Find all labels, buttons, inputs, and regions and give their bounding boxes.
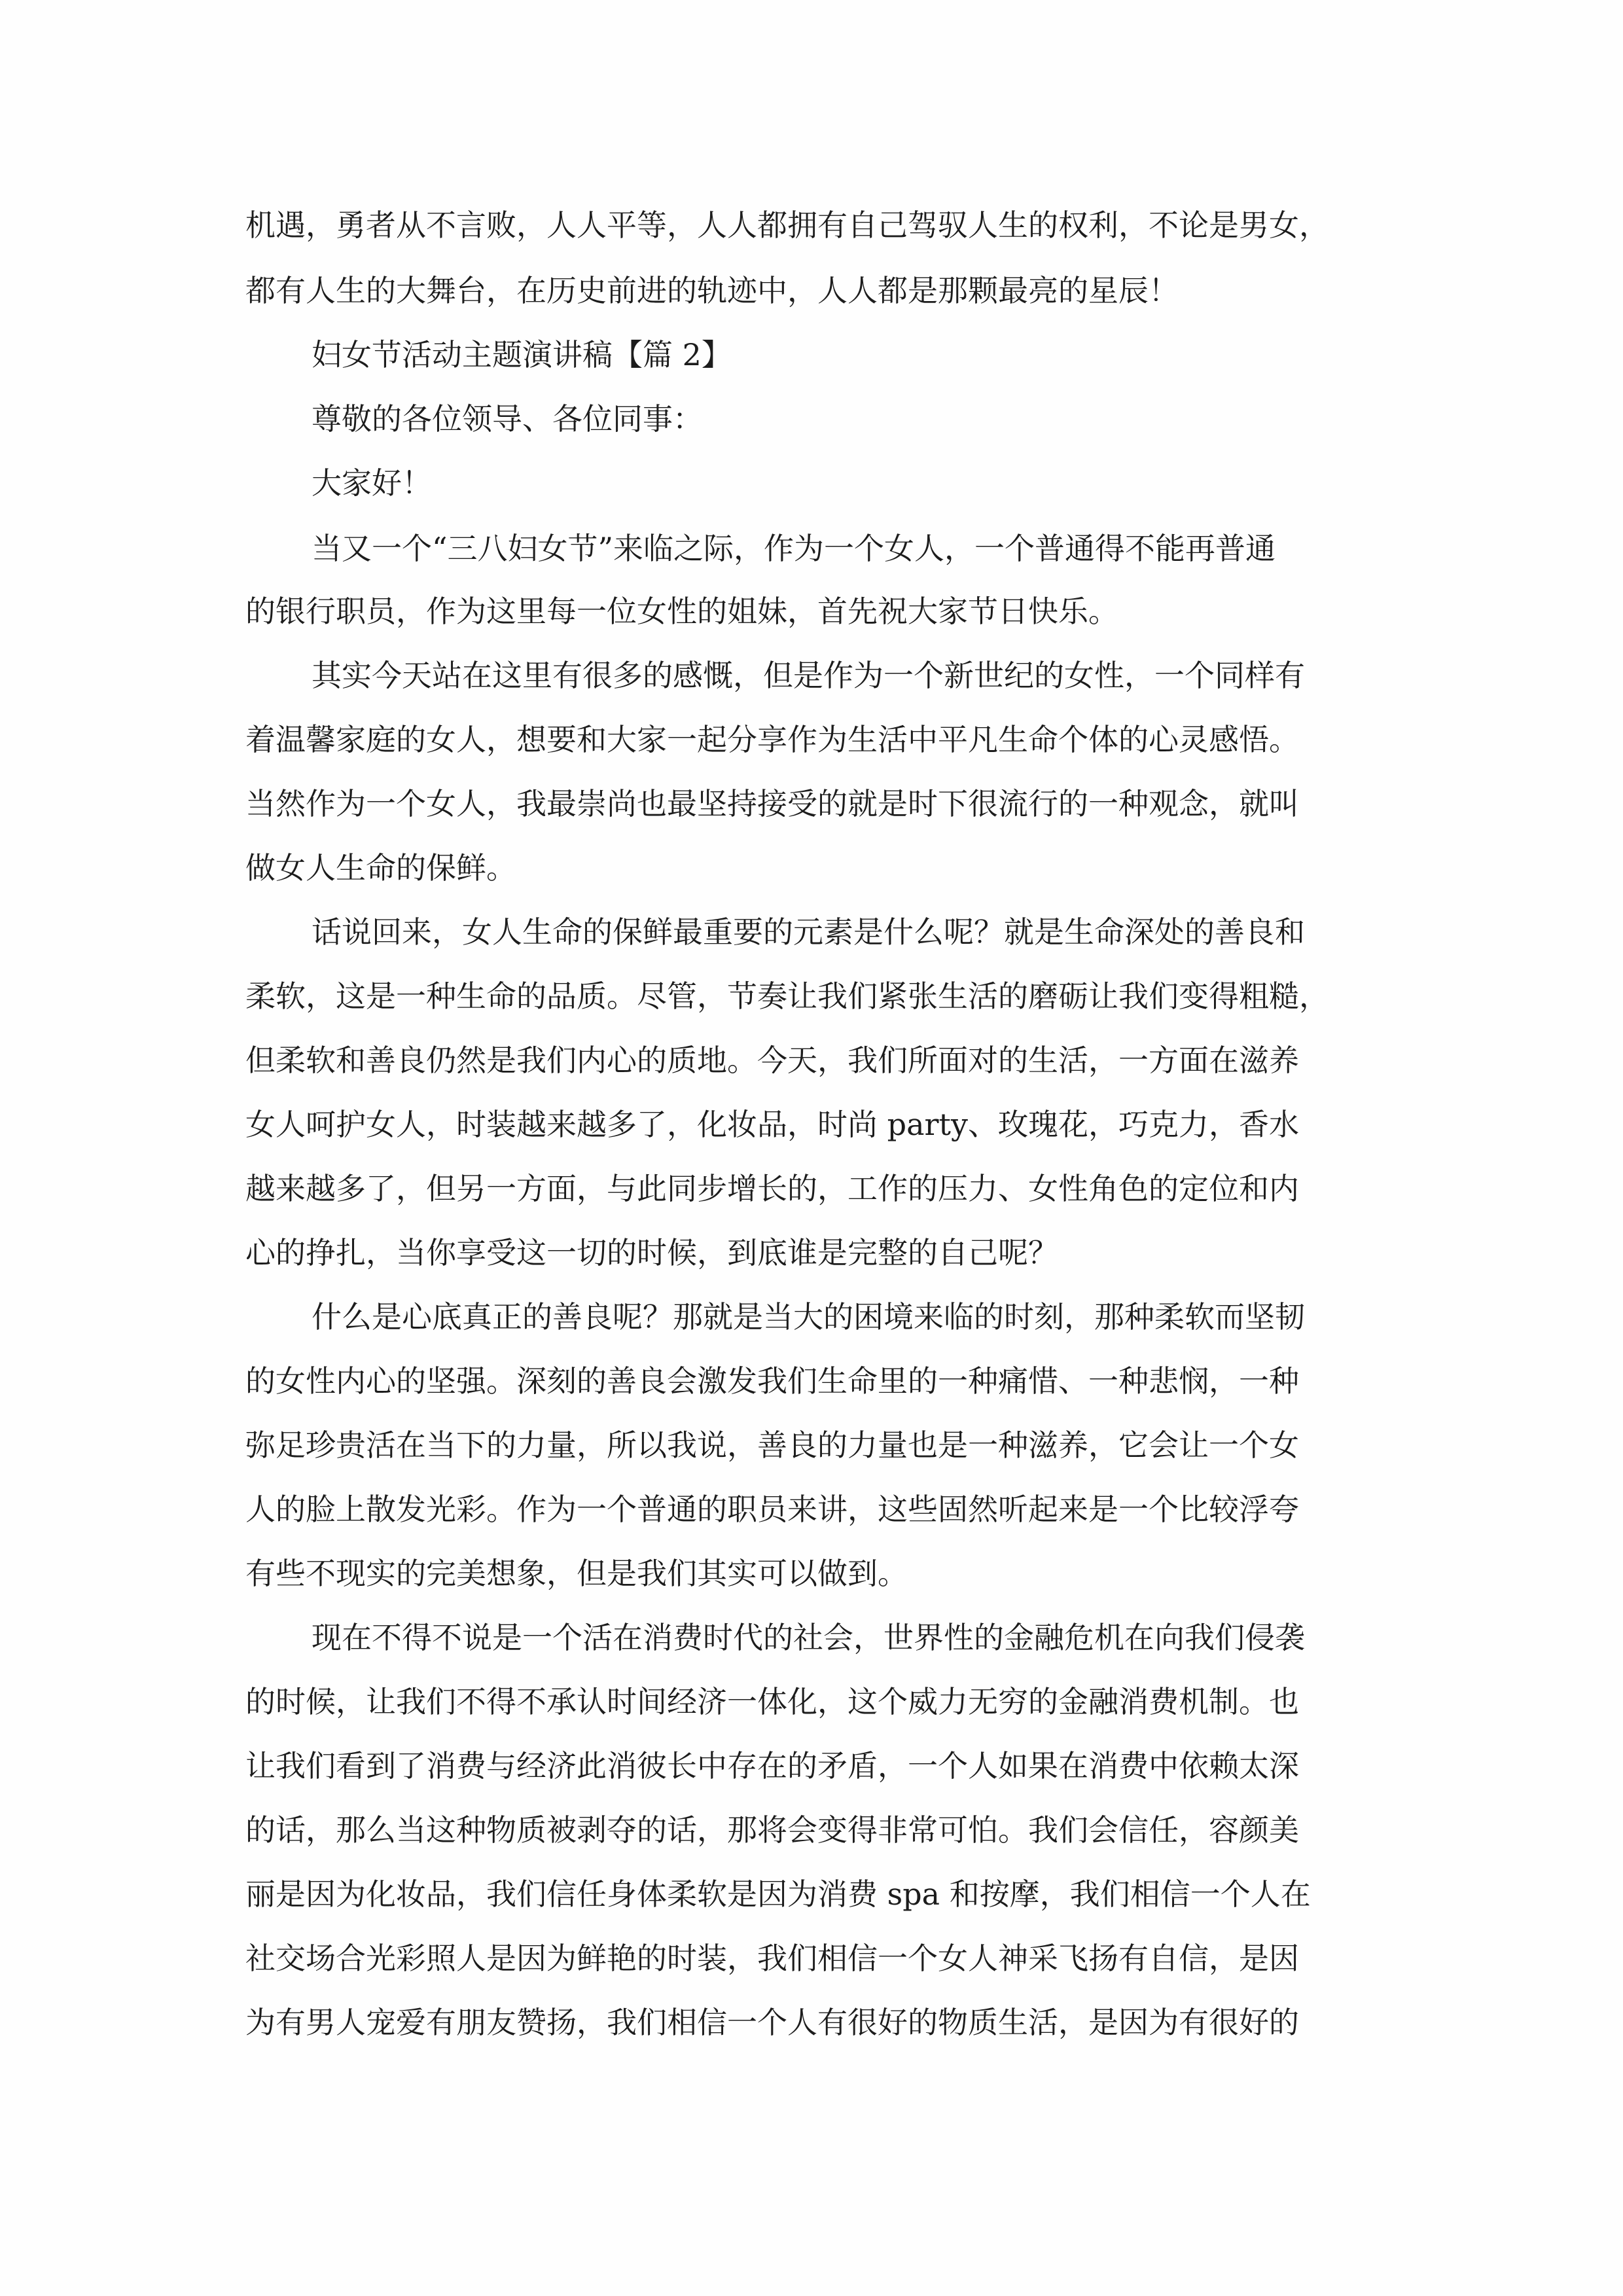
text-line: 当然作为一个女人，我最崇尚也最坚持接受的就是时下很流行的一种观念，就叫 — [245, 786, 1299, 821]
text-line: 心的挣扎，当你享受这一切的时候，到底谁是完整的自己呢？ — [245, 1235, 1058, 1270]
section-title: 妇女节活动主题演讲稿【篇 2】 — [312, 337, 732, 372]
text-line: 话说回来，女人生命的保鲜最重要的元素是什么呢？就是生命深处的善良和 — [312, 914, 1305, 950]
text-line: 人的脸上散发光彩。作为一个普通的职员来讲，这些固然听起来是一个比较浮夸 — [245, 1492, 1299, 1527]
text-line: 其实今天站在这里有很多的感慨，但是作为一个新世纪的女性，一个同样有 — [312, 658, 1305, 693]
text-line: 越来越多了，但另一方面，与此同步增长的，工作的压力、女性角色的定位和内 — [245, 1171, 1299, 1206]
text-line: 着温馨家庭的女人，想要和大家一起分享作为生活中平凡生命个体的心灵感悟。 — [245, 722, 1299, 757]
text-line: 为有男人宠爱有朋友赞扬，我们相信一个人有很好的物质生活，是因为有很好的 — [245, 2005, 1299, 2040]
text-line: 的话，那么当这种物质被剥夺的话，那将会变得非常可怕。我们会信任，容颜美 — [245, 1812, 1299, 1848]
text-line: 做女人生命的保鲜。 — [245, 850, 516, 886]
text-line: 现在不得不说是一个活在消费时代的社会，世界性的金融危机在向我们侵袭 — [312, 1620, 1305, 1655]
text-line: 丽是因为化妆品，我们信任身体柔软是因为消费 spa 和按摩，我们相信一个人在 — [245, 1876, 1311, 1912]
salutation: 尊敬的各位领导、各位同事： — [312, 401, 703, 437]
text-line: 社交场合光彩照人是因为鲜艳的时装，我们相信一个女人神采飞扬有自信，是因 — [245, 1941, 1299, 1976]
text-line: 的女性内心的坚强。深刻的善良会激发我们生命里的一种痛惜、一种悲悯，一种 — [245, 1363, 1299, 1399]
text-line: 让我们看到了消费与经济此消彼长中存在的矛盾，一个人如果在消费中依赖太深 — [245, 1748, 1299, 1784]
text-line: 的时候，让我们不得不承认时间经济一体化，这个威力无穷的金融消费机制。也 — [245, 1684, 1299, 1719]
text-line: 当又一个“三八妇女节”来临之际，作为一个女人，一个普通得不能再普通 — [312, 531, 1276, 566]
text-line: 有些不现实的完美想象，但是我们其实可以做到。 — [245, 1556, 908, 1591]
text-line: 的银行职员，作为这里每一位女性的姐妹，首先祝大家节日快乐。 — [245, 594, 1118, 629]
text-line: 但柔软和善良仍然是我们内心的质地。今天，我们所面对的生活，一方面在滋养 — [245, 1043, 1299, 1078]
text-line: 女人呵护女人，时装越来越多了，化妆品，时尚 party、玫瑰花，巧克力，香水 — [245, 1107, 1299, 1142]
text-line: 都有人生的大舞台，在历史前进的轨迹中，人人都是那颗最亮的星辰！ — [245, 273, 1179, 308]
text-line: 弥足珍贵活在当下的力量，所以我说，善良的力量也是一种滋养，它会让一个女 — [245, 1427, 1299, 1463]
text-line: 机遇，勇者从不言败，人人平等，人人都拥有自己驾驭人生的权利，不论是男女， — [245, 207, 1329, 243]
text-line: 柔软，这是一种生命的品质。尽管，节奏让我们紧张生活的磨砺让我们变得粗糙， — [245, 978, 1329, 1014]
text-line: 什么是心底真正的善良呢？那就是当大的困境来临的时刻，那种柔软而坚韧 — [312, 1299, 1305, 1335]
greeting: 大家好！ — [312, 465, 432, 501]
